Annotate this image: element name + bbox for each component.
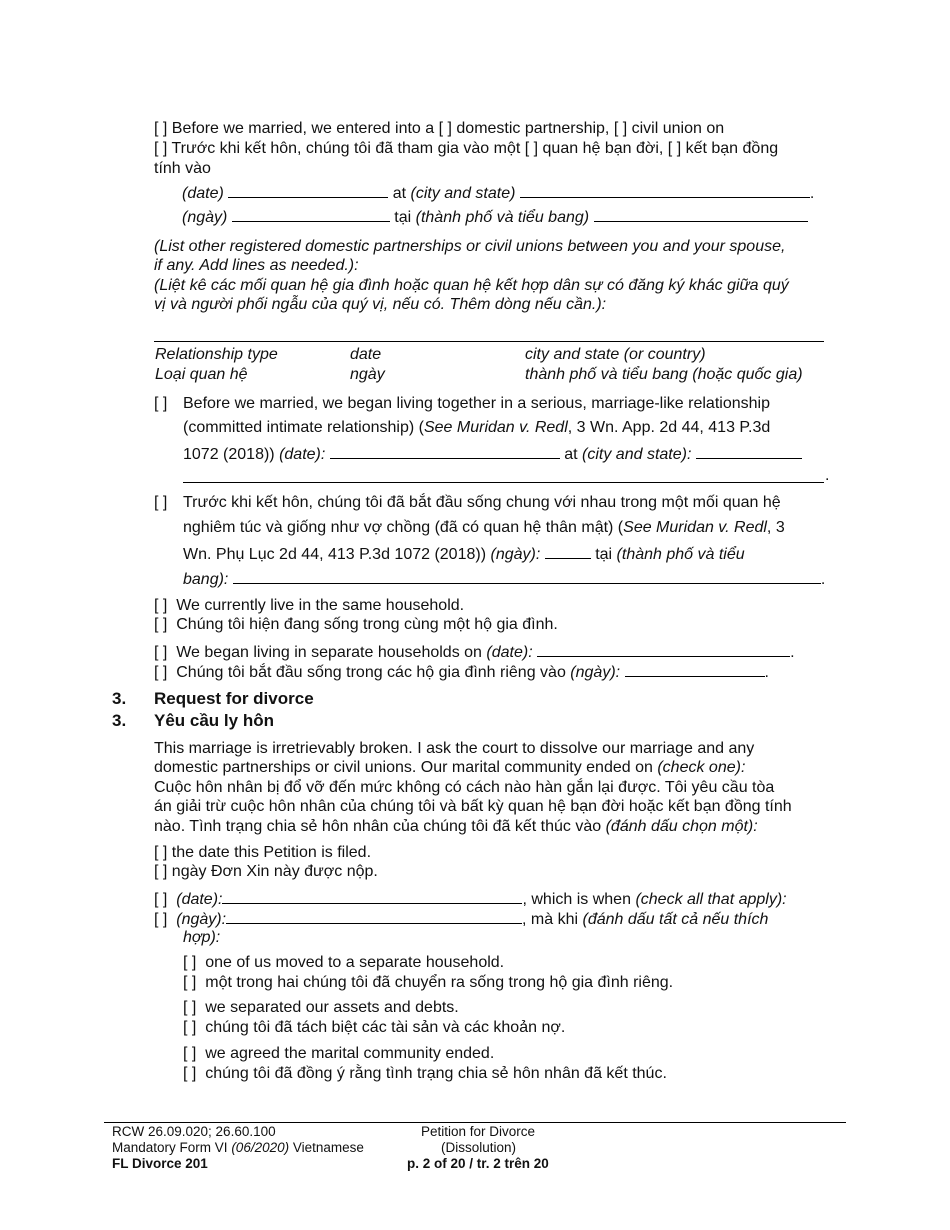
same-household-vi: [ ] Chúng tôi hiện đang sống trong cùng một hộ gia đình.	[154, 616, 558, 633]
checkbox[interactable]: [ ]	[154, 891, 168, 908]
checkbox[interactable]: [ ]	[183, 1045, 197, 1062]
committed-vi1: Trước khi kết hôn, chúng tôi đã bắt đầu sống chung với nhau trong một mối quan hệ	[183, 494, 781, 511]
footer-divider	[104, 1122, 846, 1123]
section3-p-en2: domestic partnerships or civil unions. Our marital community ended on (check one):	[154, 759, 746, 776]
checkbox[interactable]: [ ]	[154, 616, 168, 633]
section3-p-vi2: án giải trừ cuộc hôn nhân của chúng tôi và bất kỳ quan hệ bạn đời hoặc kết bạn đồng tính	[154, 798, 792, 815]
same-household-en: [ ] We currently live in the same household.	[154, 597, 465, 614]
checkbox[interactable]: [ ]	[154, 395, 168, 412]
committed-city-field-line2[interactable]	[183, 482, 824, 483]
separate-household-en: [ ] We began living in separate households on (date): .	[154, 641, 795, 662]
footer-form: Mandatory Form VI (06/2020) Vietnamese	[112, 1140, 364, 1155]
committed-vi3: Wn. Phụ Lục 2d 44, 413 P.3d 1072 (2018)) (ngày): tại (thành phố và tiểu	[183, 543, 745, 564]
checkbox[interactable]: [ ]	[613, 120, 628, 137]
committed-vi2: nghiêm túc và giống như vợ chồng (đã có quan hệ thân mật) (See Muridan v. Redl, 3	[183, 519, 785, 536]
city-state-field-vi[interactable]	[594, 206, 808, 222]
header-city-vi: thành phố và tiểu bang (hoặc quốc gia)	[525, 366, 803, 383]
header-city: city and state (or country)	[525, 346, 706, 363]
committed-city-field[interactable]	[696, 443, 802, 459]
checkbox[interactable]: [ ]	[154, 494, 168, 511]
date-field[interactable]	[228, 182, 388, 198]
section3-p-vi1: Cuộc hôn nhân bị đổ vỡ đến mức không có cách nào hàn gắn lại được. Tôi yêu cầu tòa	[154, 779, 775, 796]
partnership-vi-line: [ ] Trước khi kết hôn, chúng tôi đã tham gia vào một [ ] quan hệ bạn đời, [ ] kết bạn đồng	[154, 140, 779, 157]
header-relationship-type: Relationship type	[155, 346, 278, 363]
ended-date-vi: [ ] (ngày): , mà khi (đánh dấu tất cả nếu thích	[154, 908, 768, 929]
committed-date-field[interactable]	[330, 443, 560, 459]
list-note-en1: (List other registered domestic partnerships or civil unions between you and your spouse,	[154, 238, 786, 255]
checkbox[interactable]: [ ]	[154, 844, 168, 861]
checkbox[interactable]: [ ]	[183, 954, 197, 971]
header-date: date	[350, 346, 382, 363]
section-title-vi: Yêu cầu ly hôn	[154, 711, 274, 730]
checkbox[interactable]: [ ]	[183, 1019, 197, 1036]
relationship-entry-line[interactable]	[154, 341, 824, 342]
committed-vi4: bang): .	[183, 568, 825, 589]
checkbox[interactable]: [ ]	[154, 863, 168, 880]
section-title-en: Request for divorce	[154, 689, 314, 708]
footer-rcw: RCW 26.09.020; 26.60.100	[112, 1124, 276, 1139]
committed-date-field-vi[interactable]	[545, 543, 591, 559]
checkbox[interactable]: [ ]	[154, 664, 168, 681]
checkbox[interactable]: [ ]	[667, 140, 682, 157]
committed-en1: Before we married, we began living together in a serious, marriage-like relationship	[183, 395, 770, 412]
city-state-field[interactable]	[520, 182, 810, 198]
option-agreed-en: [ ] we agreed the marital community ended.	[183, 1045, 495, 1062]
ended-date-field[interactable]	[222, 888, 522, 904]
header-date-vi: ngày	[350, 366, 385, 383]
checkbox[interactable]: [ ]	[154, 644, 168, 661]
ended-date-vi-cont: hợp):	[183, 929, 221, 946]
footer-page-number: p. 2 of 20 / tr. 2 trên 20	[407, 1156, 549, 1171]
option-moved-vi: [ ] một trong hai chúng tôi đã chuyển ra sống trong hộ gia đình riêng.	[183, 974, 674, 991]
header-relationship-type-vi: Loại quan hệ	[155, 366, 248, 383]
section-number: 3.	[112, 711, 127, 730]
option-agreed-vi: [ ] chúng tôi đã đồng ý rằng tình trạng chia sẻ hôn nhân đã kết thúc.	[183, 1065, 667, 1082]
section3-p-en1: This marriage is irretrievably broken. I ask the court to dissolve our marriage and any	[154, 740, 755, 757]
option-moved-en: [ ] one of us moved to a separate household.	[183, 954, 505, 971]
list-note-vi1: (Liệt kê các mối quan hệ gia đình hoặc quan hệ kết hợp dân sự có đăng ký khác giữa quý	[154, 277, 789, 294]
checkbox[interactable]: [ ]	[154, 597, 168, 614]
section-number: 3.	[112, 689, 127, 708]
separate-date-field-vi[interactable]	[625, 661, 765, 677]
date-field-vi[interactable]	[232, 206, 390, 222]
checkbox[interactable]: [ ]	[183, 1065, 197, 1082]
partnership-date-row-vi: (ngày) tại (thành phố và tiểu bang)	[182, 206, 808, 227]
checkbox[interactable]: [ ]	[183, 999, 197, 1016]
footer-subtitle: (Dissolution)	[441, 1140, 517, 1155]
checkbox[interactable]: [ ]	[154, 911, 168, 928]
list-note-vi2: vị và người phối ngẫu của quý vị, nếu có. Thêm dòng nếu cần.):	[154, 296, 607, 313]
partnership-date-row: (date) at (city and state) .	[182, 182, 814, 203]
footer-title: Petition for Divorce	[421, 1124, 536, 1139]
checkbox[interactable]: [ ]	[183, 974, 197, 991]
checkbox[interactable]: [ ]	[438, 120, 452, 137]
separate-household-vi: [ ] Chúng tôi bắt đầu sống trong các hộ gia đình riêng vào (ngày): .	[154, 661, 769, 682]
ended-date-en: [ ] (date): , which is when (check all that apply):	[154, 888, 787, 909]
option-assets-en: [ ] we separated our assets and debts.	[183, 999, 459, 1016]
filed-en: [ ] the date this Petition is filed.	[154, 844, 372, 861]
option-assets-vi: [ ] chúng tôi đã tách biệt các tài sản và các khoản nợ.	[183, 1019, 566, 1036]
separate-date-field[interactable]	[537, 641, 790, 657]
list-note-en2: if any. Add lines as needed.):	[154, 257, 359, 274]
committed-city-field-vi[interactable]	[233, 568, 821, 584]
committed-en3: 1072 (2018)) (date): at (city and state):	[183, 443, 802, 464]
checkbox[interactable]: [ ]	[524, 140, 539, 157]
ended-date-field-vi[interactable]	[226, 908, 522, 924]
checkbox[interactable]: [ ]	[154, 120, 168, 137]
filed-vi: [ ] ngày Đơn Xin này được nộp.	[154, 863, 378, 880]
section3-p-vi3: nào. Tình trạng chia sẻ hôn nhân của chúng tôi đã kết thúc vào (đánh dấu chọn một):	[154, 818, 758, 835]
committed-en2: (committed intimate relationship) (See Muridan v. Redl, 3 Wn. App. 2d 44, 413 P.3d	[183, 419, 771, 436]
checkbox[interactable]: [ ]	[154, 140, 168, 157]
partnership-en-line: [ ] Before we married, we entered into a [ ] domestic partnership, [ ] civil union on	[154, 120, 725, 137]
footer-form-id: FL Divorce 201	[112, 1156, 208, 1171]
form-page: [ ] Before we married, we entered into a [ ] domestic partnership, [ ] civil union on [ ] Trước khi kết hôn, chúng tôi đã tham gia vào một [ ] quan hệ bạn đời, [ ] kết bạn đồng tính vào (date) at (city and state) . (ngày) tại (thành phố và tiểu bang) (List other registered domestic partnerships or civil unions between you and your spouse, if any. Add lines as needed.): (Liệt kê các mối quan hệ gia đình hoặc quan hệ kết hợp dân sự có đăng ký khác giữa quý vị và người phối ngẫu của quý vị, nếu có. Thêm dòng nếu cần.): Relationship type date city and state (or country) Loại quan hệ ngày thành phố và tiểu bang (hoặc quốc gia) [ ] Before we married, we began living together in a serious, marriage-like relationship (committed intimate relationship) (See Muridan v. Redl, 3 Wn. App. 2d 44, 413 P.3d 1072 (2018)) (date): at (city and state): . [ ] Trước khi kết hôn, chúng tôi đã bắt đầu sống chung với nhau trong một mối quan hệ nghiêm túc và giống như vợ chồng (đã có quan hệ thân mật) (See Muridan v. Redl, 3 Wn. Phụ Lục 2d 44, 413 P.3d 1072 (2018)) (ngày): tại (thành phố và tiểu bang): . [ ] We currently live in the same household. [ ] Chúng tôi hiện đang sống trong cùng một hộ gia đình. [ ] We began living in separate households on (date): . [ ] Chúng tôi bắt đầu sống trong các hộ gia đình riêng vào (ngày): . 3. Request for divorce 3. Yêu cầu ly hôn This marriage is irretrievably broken. I ask the court to dissolve our marriage and any domestic partnerships or civil unions. Our marital community ended on (check one): Cuộc hôn nhân bị đổ vỡ đến mức không có cách nào hàn gắn lại được. Tôi yêu cầu tòa án giải trừ cuộc hôn nhân của chúng tôi và bất kỳ quan hệ bạn đời hoặc kết bạn đồng tính nào. Tình trạng chia sẻ hôn nhân của chúng tôi đã kết thúc vào (đánh dấu chọn một): [ ] the date this Petition is filed. [ ] ngày Đơn Xin này được nộp. [ ] (date): , which is when (check all that apply): [ ] (ngày): , mà khi (đánh dấu tất cả nếu thích hợp): [ ] one of us moved to a separate household. [ ] một trong hai chúng tôi đã chuyển ra sống trong hộ gia đình riêng. [ ] we separated our assets and debts. [ ] chúng tôi đã tách biệt các tài sản và các khoản nợ. [ ] we agreed the marital community ended. [ ] chúng tôi đã đồng ý rằng tình trạng chia sẻ hôn nhân đã kết thúc. RCW 26.09.020; 26.60.100 Mandatory Form VI (06/2020) Vietnamese FL Divorce 201 Petition for Divorce (Dissolution) p. 2 of 20 / tr. 2 trên 20	[0, 0, 950, 1230]
partnership-vi-line2: tính vào	[154, 160, 211, 177]
